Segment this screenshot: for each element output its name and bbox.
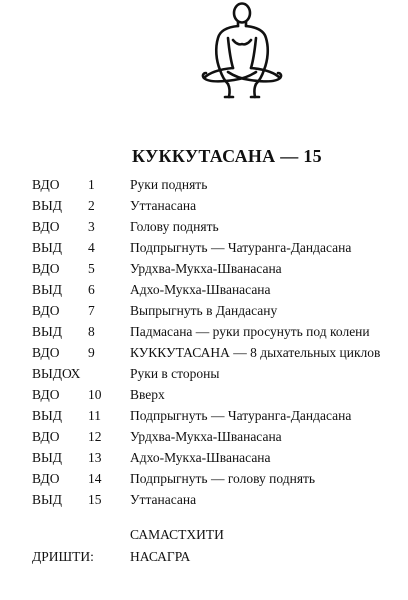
step-number: 12 [88,429,102,444]
breath-label: ВДО [32,471,60,486]
drishti-value: НАСАГРА [130,549,191,564]
step-row [0,468,408,489]
page-title: КУККУТАСАНА — 15 [132,146,322,166]
step-action: Адхо-Мукха-Шванасана [130,450,271,465]
step-number: 9 [88,345,95,360]
step-row [0,174,408,195]
step-number: 10 [88,387,102,402]
breath-label: ВДО [32,387,60,402]
step-action: Урдхва-Мукха-Шванасана [130,429,282,444]
drishti-label: ДРИШТИ: [32,549,94,564]
breath-label: ВЫДОХ [32,366,81,381]
step-number: 13 [88,450,102,465]
breath-label: ВЫД [32,450,62,465]
step-number: 14 [88,471,102,486]
step-number: 2 [88,198,95,213]
breath-label: ВДО [32,303,60,318]
breath-label: ВДО [32,261,60,276]
step-action: Урдхва-Мукха-Шванасана [130,261,282,276]
breath-label: ВЫД [32,324,62,339]
breath-label: ВДО [32,345,60,360]
step-row [0,321,408,342]
step-row [0,216,408,237]
breath-label: ВЫД [32,408,62,423]
step-row [0,447,408,468]
step-action: Падмасана — руки просунуть под колени [130,324,370,339]
step-number: 4 [88,240,95,255]
breath-label: ВЫД [32,492,62,507]
step-action: Руки поднять [130,177,208,192]
step-row [0,300,408,321]
step-action: Руки в стороны [130,366,220,381]
seated-lotus-pose-figure-icon [200,2,292,102]
step-number: 8 [88,324,95,339]
step-row [0,258,408,279]
step-number: 7 [88,303,95,318]
step-row [0,489,408,510]
step-row [0,279,408,300]
step-row [0,384,408,405]
step-number: 15 [88,492,102,507]
step-row [0,363,408,384]
breath-label: ВДО [32,219,60,234]
step-action: Адхо-Мукха-Шванасана [130,282,271,297]
step-number: 1 [88,177,95,192]
step-action: Подпрыгнуть — Чатуранга-Дандасана [130,408,352,423]
step-action: Вверх [130,387,165,402]
step-action: КУККУТАСАНА — 8 дыхательных циклов [130,345,381,360]
step-number: 6 [88,282,95,297]
closing-pose-label: САМАСТХИТИ [130,527,224,542]
step-action: Подпрыгнуть — Чатуранга-Дандасана [130,240,352,255]
step-action: Уттанасана [130,492,197,507]
step-row [0,237,408,258]
step-row [0,342,408,363]
step-row [0,195,408,216]
step-number: 11 [88,408,101,423]
step-number: 3 [88,219,95,234]
breath-label: ВЫД [32,282,62,297]
breath-label: ВЫД [32,240,62,255]
step-row [0,426,408,447]
step-action: Выпрыгнуть в Дандасану [130,303,278,318]
step-action: Подпрыгнуть — голову поднять [130,471,316,486]
breath-label: ВДО [32,429,60,444]
step-number: 5 [88,261,95,276]
drishti-line [32,546,332,567]
step-row [0,405,408,426]
sequence-steps-list [0,174,408,510]
breath-label: ВЫД [32,198,62,213]
step-action: Голову поднять [130,219,219,234]
step-action: Уттанасана [130,198,197,213]
breath-label: ВДО [32,177,60,192]
